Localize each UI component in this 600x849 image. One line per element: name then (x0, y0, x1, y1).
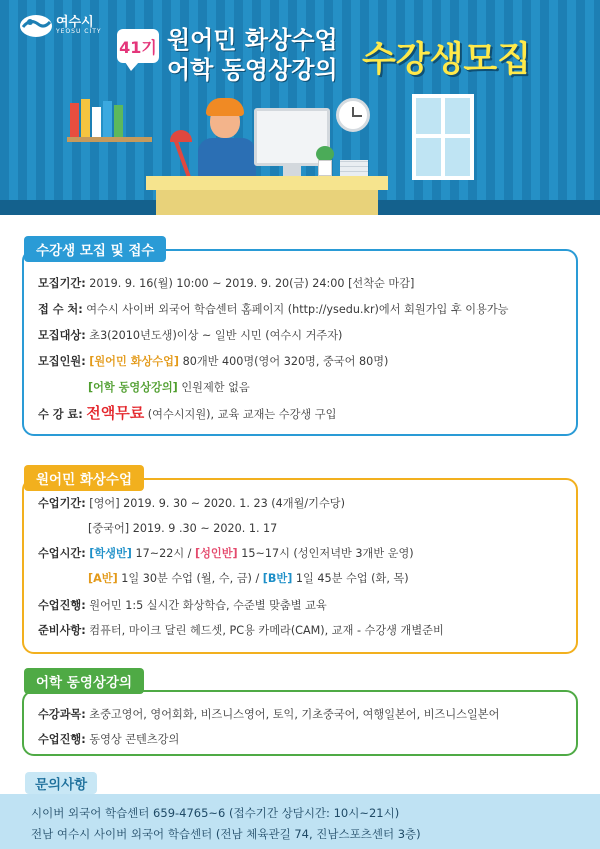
wall-clock-icon (336, 98, 370, 132)
monitor-stand (283, 166, 301, 176)
window-illustration (412, 94, 474, 180)
book-icon (70, 103, 79, 137)
free-badge: 전액무료 (86, 404, 145, 422)
desk-top (146, 176, 388, 190)
bookshelf (67, 137, 152, 142)
term-badge: 41기 (117, 29, 159, 63)
class-progress-row: 수업진행: 원어민 1:5 실시간 화상학습, 수준별 맞춤별 교육 (38, 599, 327, 612)
book-icon (81, 99, 90, 137)
class-prep-row: 준비사항: 컴퓨터, 마이크 달린 헤드셋, PC용 카메라(CAM), 교재 - 수강생 개별준비 (38, 624, 444, 637)
video-class-section-title: 원어민 화상수업 (24, 465, 144, 491)
recruit-count-row: 모집인원: [원어민 화상수업] 80개반 400명(영어 320명, 중국어 80명) (38, 355, 389, 368)
recruit-count-row-2: [어학 동영상강의] 인원제한 없음 (88, 381, 250, 394)
class-period-row-2: [중국어] 2019. 9 .30 ~ 2020. 1. 17 (88, 522, 278, 535)
desk-lamp (173, 139, 190, 178)
student-hair (206, 98, 244, 116)
desk-front (156, 190, 378, 215)
logo-text: 여수시 (56, 15, 94, 30)
student-body (198, 138, 256, 178)
recruit-fee-row: 수 강 료: 전액무료 (여수시지원), 교육 교재는 수강생 구입 (38, 404, 337, 422)
class-time-row: 수업시간: [학생반] 17~22시 / [성인반] 15~17시 (성인저녁반 3개반 운영) (38, 547, 414, 560)
logo-subtext: YEOSU CITY (56, 28, 102, 35)
recruitment-section-title: 수강생 모집 및 접수 (24, 236, 166, 262)
recruit-place-row: 접 수 처: 여수시 사이버 외국어 학습센터 홈페이지 (http://ysedu.kr)에서 회원가입 후 이용가능 (38, 303, 509, 316)
lecture-section-title: 어학 동영상강의 (24, 668, 144, 694)
title-line-1: 원어민 화상수업 (167, 26, 338, 54)
recruit-target-row: 모집대상: 초3(2010년도생)이상 ~ 일반 시민 (여수시 거주자) (38, 329, 343, 342)
contact-title: 문의사항 (25, 772, 97, 794)
book-icon (103, 101, 112, 137)
book-icon (114, 105, 123, 137)
plant-pot (318, 160, 332, 176)
main-title: 수강생모집 (362, 40, 532, 80)
contact-phone: 시이버 외국어 학습센터 659-4765~6 (접수기간 상담시간: 10시~21시) (31, 806, 400, 820)
poster-header (0, 0, 600, 215)
lecture-courses-row: 수강과목: 초중고영어, 영어회화, 비즈니스영어, 토익, 기초중국어, 여행일본어, 비즈니스일본어 (38, 708, 500, 721)
paper-stack-icon (340, 160, 368, 176)
desk-lamp-head (170, 130, 192, 142)
contact-address: 전남 여수시 사이버 외국어 학습센터 (전남 체육관길 74, 진남스포츠센터 3층) (31, 827, 421, 841)
title-line-2: 어학 동영상강의 (167, 56, 338, 84)
class-period-row: 수업기간: [영어] 2019. 9. 30 ~ 2020. 1. 23 (4개월/기수당) (38, 497, 345, 510)
class-time-row-2: [A반] 1일 30분 수업 (월, 수, 금) / [B반] 1일 45분 수업 (화, 목) (88, 572, 409, 585)
recruit-period-row: 모집기간: 2019. 9. 16(월) 10:00 ~ 2019. 9. 20(금) 24:00 [선착순 마감] (38, 277, 415, 290)
yeosu-logo-icon (18, 10, 54, 40)
book-icon (92, 107, 101, 137)
city-logo (18, 8, 108, 42)
lecture-progress-row: 수업진행: 동영상 콘텐츠강의 (38, 733, 180, 746)
